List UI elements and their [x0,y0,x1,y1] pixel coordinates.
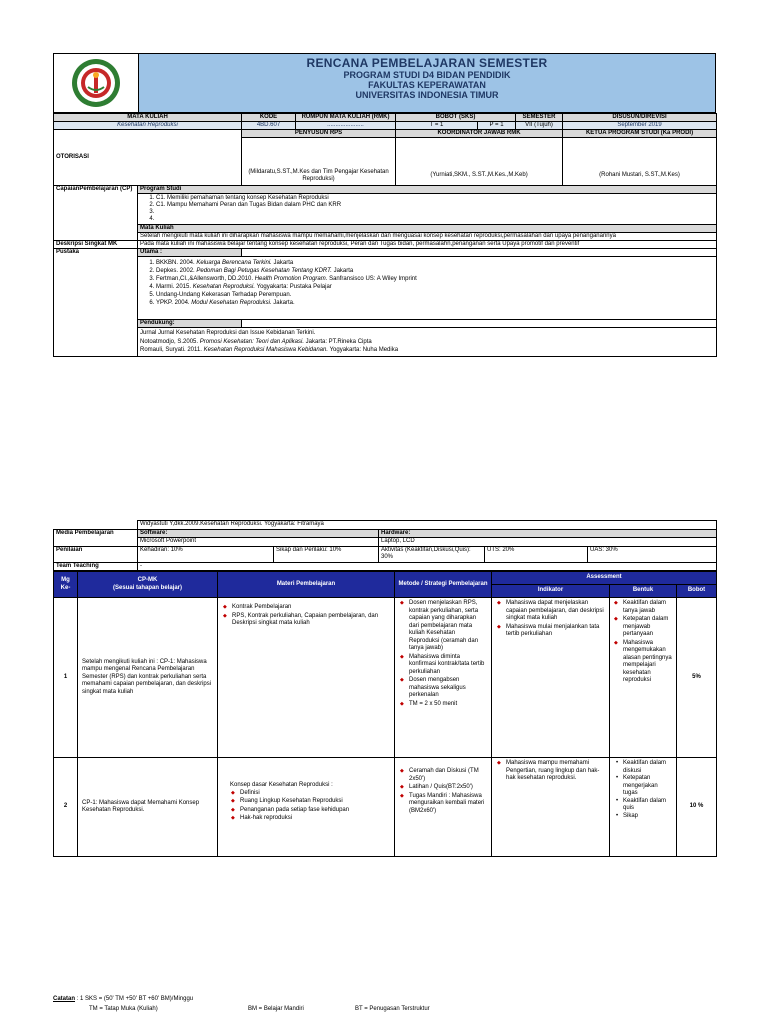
col-mg: Mg Ke- [54,572,78,598]
list-item: ◆ Keaktifan dalam tanya jawab [623,600,673,615]
cp-mk-head: Mata Kuliah [138,225,717,233]
pustaka-pendukung-list [138,328,717,357]
course-value-row [54,122,717,130]
bobot-t: T = 1 [396,122,478,130]
cp-prodi-list-row [54,194,717,225]
otorisasi-label: OTORISASI [54,130,242,186]
reference-item: 4. Marmi. 2015. Kesehatan Reproduksi. Yogyakarta: Pustaka Pelajar [156,283,714,291]
rps-header [53,53,716,113]
koordinator-name: (Yurniati,SKM., S.ST.,M.Kes.,M.Keb) [396,138,563,186]
col-cpmk [78,572,218,598]
list-item: ◆ Dosen menjelaskan RPS, kontrak perkuliahan, serta capaian yang diharapkan dari pembelajaran mata kuliah Kesehatan Reproduksi (ceramah dan tanya jawab) [409,600,487,653]
label-bobot: BOBOT (SKS) [396,114,516,122]
reference-item: 1. BKKBN. 2004. Keluarga Berencana Terkini. Jakarta [156,259,714,267]
label-rmk: RUMPUN MATA KULIAH (RMK) [296,114,396,122]
list-item: • Keaktifan dalam quis [623,798,673,813]
cp-item: 1. C1. Memiliki pemahaman tentang konsep Kesehatan Reproduksi [156,195,714,202]
hardware-label: Hardware: [379,529,717,538]
list-item: ◆ Ketepatan dalam menjawab pertanyaan [623,616,673,639]
software-value: Microsoft Powerpoint [138,538,379,547]
reference-item: 3. Fertman,CI.,&Allensworth, DD.2010. Health Promotion Program. Sanfransisco US: A Wiley Imprint [156,275,714,283]
kaprodi-head: KETUA PROGRAM STUDI (Ka PRODI) [563,130,717,138]
team-row [54,562,717,571]
legend-tm: TM = Tatap Muka (Kuliah) [89,1006,158,1012]
course-name: Kesehatan Reproduksi [54,122,242,130]
rps-sheet-continued [53,520,716,857]
legend-bt: BT = Penugasan Terstruktur [355,1006,430,1012]
list-item: ◆ Ceramah dan Diskusi (TM 2x50') [409,768,487,783]
week-cpmk: CP-1: Mahasiswa dapat Memahami Konsep Kesehatan Reproduksi. [78,758,218,857]
reference-item: Jurnal Jurnal Kesehatan Reproduksi dan Issue Kebidanan Terkini. [140,330,316,336]
week-number: 1 [54,598,78,758]
week-materi-head: Konsep dasar Kesehatan Reproduksi : [230,782,333,788]
list-item: ◆ Mahasiswa dapat menjelaskan capaian pembelajaran, dan deskripsi singkat mata kuliah [506,600,605,623]
header-titles [139,54,715,112]
reference-item: 6. YPKP. 2004. Modul Kesehatan Reproduksi. Jakarta. [156,299,714,307]
week-bobot: 5% [677,598,717,758]
reference-item: Notoatmodjo, S.2005. Promosi Kesehatan: Teori dan Aplikasi. Jakarta: PT.Rineka Cipta [140,338,372,345]
catatan-label: Catatan [53,996,76,1002]
cp-mk-text: Setelah mengikuti mata kuliah ini diharapkan mahasiswa mampu memahami,menjelaskan dan menguasai konsep kesehatan reproduksi,permasalahan dan upaya penanganannya [138,233,717,241]
week-number: 2 [54,758,78,857]
footer-notes [53,996,713,1016]
table-row [54,598,717,758]
otorisasi-head-row [54,130,717,138]
list-item: ◆ Mahasiswa mampu memahami Pengertian, ruang lingkup dan hak-hak kesehatan reproduksi. [506,760,605,783]
weekly-head-row [54,572,717,585]
week-materi [218,598,395,758]
course-head-row [54,114,717,122]
list-item: • Ketepatan mengerjakan tugas [623,775,673,798]
koordinator-head: KOORDINATOR JAWAB RMK [396,130,563,138]
program-name: PROGRAM STUDI D4 BIDAN PENDIDIK [343,70,511,80]
col-materi: Materi Pembelajaran [218,572,395,598]
cp-item [156,216,714,223]
university-logo [54,54,139,112]
cp-prodi-head-row [54,186,717,194]
catatan-text: : 1 SKS = (50' TM +50' BT +60' BM)/Minggu [76,996,194,1002]
list-item: ◆ Definisi [240,790,390,798]
list-item: ◆ Tugas Mandiri : Mahasiswa menguraikan kembali materi (BM2x60') [409,793,487,816]
col-indikator: Indikator [492,585,610,598]
penilaian-uas: UAS: 30% [588,546,717,562]
team-value: - [138,562,717,571]
table-row [54,758,717,857]
ref-continued-row [54,521,717,530]
ref-continued-text: Widyastuti Y,dkk.2009.Kesehatan Reproduksi. Yogyakarta: Fitramaya [138,521,717,530]
course-info-table [53,113,717,357]
list-item: ◆ Penanganan pada setiap fase kehidupan [240,807,390,815]
week-metode [395,598,492,758]
col-cpmk-sub: (Sesuai tahapan belajar) [112,584,183,591]
software-label: Software: [138,529,379,538]
week-indikator [492,598,610,758]
col-metode: Metode / Strategi Pembelajaran [395,572,492,598]
week-bobot: 10 % [677,758,717,857]
pustaka-pendukung-head: Pendukung: [138,320,242,328]
week-metode [395,758,492,857]
penyusun-head: PENYUSUN RPS [242,130,396,138]
team-label: Team Teaching [54,562,138,571]
course-semester: VII (Tujuh) [516,122,563,130]
cp-prodi-list [138,194,717,225]
pustaka-utama-row [54,257,717,320]
cp-mk-row [54,233,717,241]
pustaka-utama-list [138,257,717,320]
col-bentuk: Bentuk [610,585,677,598]
penilaian-row [54,546,717,562]
penilaian-kehadiran: Kehadiran: 10% [138,546,274,562]
legend-bm: BM = Belajar Mandiri [248,1006,304,1012]
deskripsi-row [54,241,717,249]
penilaian-aktivitas: Aktivitas (Keaktifan,Diskusi,Quis): 30% [379,546,485,562]
deskripsi-label: Deskripsi Singkat MK [54,241,138,249]
pustaka-pendukung-head-row [54,320,717,328]
list-item: ◆ Kontrak Pembelajaran [232,604,390,612]
hardware-value: Laptop, LCD [379,538,717,547]
penilaian-sikap: Sikap dan Perilaku: 10% [274,546,379,562]
bobot-p: P = 1 [478,122,516,130]
deskripsi-text: Pada mata kuliah ini mahasiswa belajar tentang konsep kesehatan reproduksi, Peran dan Tugas bidan, permasalahn,penanganan serta Upaya promotif dan preventif [138,241,717,249]
list-item: ◆ Mahasiswa mengemukakan alasan pentingnya mempelajari kesehatan reproduksi [623,640,673,685]
course-code: 4BD.607 [242,122,296,130]
list-item: ◆ Mahasiswa diminta konfirmasi kontrak/tata tertib perkuliahan [409,654,487,677]
list-item: • Keaktifan dalam diskusi [623,760,673,775]
penilaian-label: Penilaian [54,546,138,562]
media-row [54,529,717,538]
label-kode: KODE [242,114,296,122]
pustaka-utama-head-row [54,249,717,257]
week-bentuk [610,758,677,857]
faculty-name: FAKULTAS KEPERAWATAN [368,80,486,90]
list-item: • Sikap [623,813,673,821]
col-bobot: Bobot [677,585,717,598]
label-mata-kuliah: MATA KULIAH [54,114,242,122]
penilaian-uts: UTS: 20% [485,546,588,562]
course-rmk: ...................... [296,122,396,130]
university-name: UNIVERSITAS INDONESIA TIMUR [355,90,499,100]
list-item: ◆ Dosen mengabsen mahasiswa sekaligus perkenalan [409,677,487,700]
cp-label: CapaianPembelajaran (CP) [54,186,138,241]
weekly-plan-table [53,571,717,857]
penyusun-name: (Mildaratu,S.ST.,M.Kes dan Tim Pengajar Kesehatan Reproduksi) [242,138,396,186]
pustaka-label: Pustaka [54,249,138,357]
reference-item: Romauli, Suryati. 2011. Kesehatan Reproduksi Mahasiswa Kebidanan. Yogyakarta: Nuha Medika [140,347,399,353]
cp-item [156,209,714,216]
list-item: ◆ Mahasiswa mulai menjalankan tata tertib perkuliahan [506,624,605,639]
list-item: ◆ Latihan / Quis(BT:2x50') [409,784,487,792]
pustaka-pendukung-row [54,328,717,357]
list-item: ◆ TM = 2 x 50 menit [409,701,487,709]
kaprodi-name: (Rohani Mustari, S.ST.,M.Kes) [563,138,717,186]
document-title: RENCANA PEMBELAJARAN SEMESTER [306,56,548,70]
rps-sheet [53,53,716,357]
cp-item: 2. C1. Mampu Memahami Peran dan Tugas Bidan dalam PHC dan KRR [156,202,714,209]
cp-mk-head-row [54,225,717,233]
media-values-row [54,538,717,547]
cp-prodi-head: Program Studi [138,186,717,194]
label-disusun: DISUSUN/DIREVISI [563,114,717,122]
col-cpmk-title: CP-MK [137,577,158,583]
media-penilaian-table [53,520,717,571]
week-indikator [492,758,610,857]
media-label: Media Pembelajaran [54,529,138,546]
pustaka-utama-head: Utama : [138,249,242,257]
week-bentuk [610,598,677,758]
label-semester: SEMESTER [516,114,563,122]
list-item: ◆ RPS, Kontrak perkuliahan, Capaian pembelajaran, dan Deskripsi singkat mata kuliah [232,613,390,628]
course-date: September 2019 [563,122,717,130]
week-cpmk: Setelah mengikuti kuliah ini : CP-1: Mahasiswa mampu mengenal Rencana Pembelajaran Semester (RPS) dan kontrak perkuliahan serta memahami capaian pembelajaran, dan deskripsi singkat mata kuliah [78,598,218,758]
col-assessment: Assessment [492,572,717,585]
reference-item: 5. Undang-Undang Kekerasan Terhadap Perempuan. [156,291,714,299]
reference-item: 2. Depkes. 2002. Pedoman Bagi Petugas Kesehatan Tentang KDRT. Jakarta [156,267,714,275]
list-item: ◆ Hak-hak reproduksi [240,815,390,823]
list-item: ◆ Ruang Lingkup Kesehatan Reproduksi [240,798,390,806]
week-materi [218,758,395,857]
